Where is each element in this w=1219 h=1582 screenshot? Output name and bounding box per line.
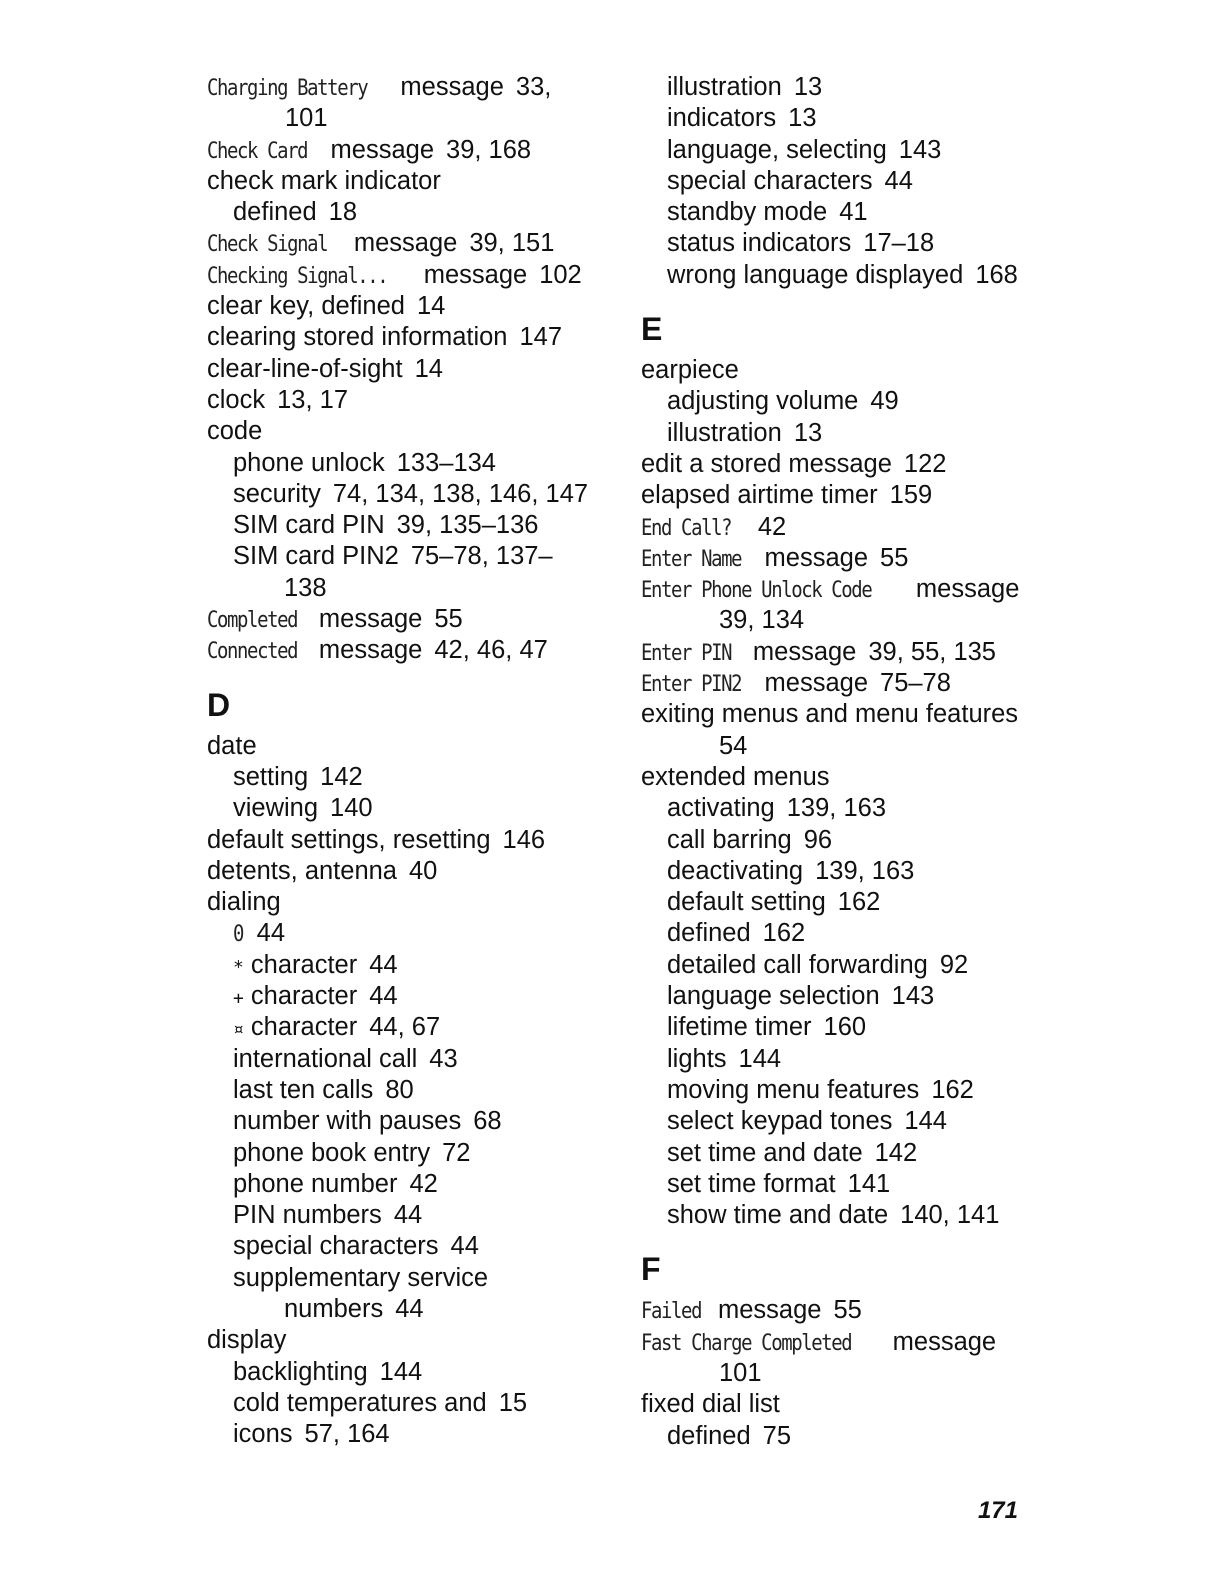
- index-entry: [641, 543, 1061, 574]
- index-subentry: [641, 197, 1061, 228]
- index-subentry: [207, 448, 622, 479]
- entry-text: viewing: [233, 794, 319, 823]
- index-subentry: [641, 918, 1061, 949]
- entry-text: phone book entry: [233, 1138, 431, 1167]
- entry-text: show time and date: [667, 1201, 889, 1230]
- index-entry: [207, 604, 622, 635]
- index-entry: [641, 355, 1061, 386]
- page-reference: 39, 151: [469, 229, 555, 258]
- index-entry: [641, 1389, 1061, 1420]
- index-subentry: [641, 1138, 1061, 1169]
- page-reference: 14: [414, 354, 443, 383]
- entry-text: clear key, defined: [207, 292, 405, 321]
- page-number: 171: [977, 1497, 1018, 1524]
- display-message-term: End Call?: [641, 515, 732, 541]
- entry-text: language, selecting: [667, 135, 887, 164]
- page-reference: 39, 55, 135: [868, 637, 996, 666]
- index-entry: [641, 574, 1061, 605]
- index-subentry: [207, 918, 622, 949]
- index-subentry: [641, 1012, 1061, 1043]
- page-reference: 141: [847, 1169, 891, 1198]
- entry-text: SIM card PIN2: [233, 542, 399, 571]
- entry-text: clear-line-of-sight: [207, 354, 403, 383]
- entry-text: character: [243, 982, 358, 1011]
- index-subentry: [207, 1075, 622, 1106]
- index-entry: [207, 856, 622, 887]
- entry-text: activating: [667, 794, 775, 823]
- entry-text: message: [710, 1296, 822, 1325]
- page-reference: 143: [891, 982, 935, 1011]
- entry-text: lifetime timer: [667, 1013, 812, 1042]
- entry-text: moving menu features: [667, 1075, 920, 1104]
- index-continuation: [207, 103, 622, 134]
- entry-text: message: [908, 575, 1020, 604]
- index-subentry: [207, 1012, 622, 1043]
- entry-text: character: [243, 950, 358, 979]
- entry-text: character: [243, 1013, 358, 1042]
- index-subentry: [207, 510, 622, 541]
- entry-text: special characters: [667, 166, 873, 195]
- page-reference: 40: [409, 856, 438, 885]
- index-subentry: [641, 1200, 1061, 1231]
- page-reference: 55: [880, 543, 909, 572]
- page-reference: 74, 134, 138, 146, 147: [332, 479, 589, 508]
- entry-text: wrong language displayed: [667, 260, 964, 289]
- entry-text: 101: [719, 1358, 762, 1387]
- display-message-term: Enter PIN2: [641, 672, 742, 698]
- page-reference: 44: [395, 1294, 424, 1323]
- page-reference: 49: [870, 387, 899, 416]
- index-entry: [207, 291, 622, 322]
- index-entry: [207, 228, 622, 259]
- entry-text: set time format: [667, 1169, 836, 1198]
- entry-text: phone number: [233, 1169, 398, 1198]
- index-entry: [207, 354, 622, 385]
- entry-text: dialing: [207, 888, 281, 917]
- page-reference: 39, 168: [446, 135, 532, 164]
- index-subentry: [207, 1357, 622, 1388]
- entry-text: display: [207, 1326, 287, 1355]
- index-entry: [641, 512, 1061, 543]
- entry-text: earpiece: [641, 356, 739, 385]
- index-subentry: [641, 887, 1061, 918]
- entry-text: elapsed airtime timer: [641, 481, 878, 510]
- index-continuation: [207, 573, 622, 604]
- page-reference: 168: [975, 260, 1018, 289]
- entry-text: message: [346, 229, 458, 258]
- page-reference: 146: [502, 825, 546, 854]
- entry-text: clearing stored information: [207, 323, 508, 352]
- index-subentry: [207, 479, 622, 510]
- index-entry: [207, 635, 622, 666]
- display-message-term: 0: [233, 922, 244, 948]
- keypad-symbol: *: [233, 956, 244, 978]
- entry-text: message: [745, 637, 857, 666]
- page-reference: 44, 67: [369, 1013, 441, 1042]
- display-message-term: Enter Name: [641, 546, 742, 572]
- page-reference: 122: [903, 449, 947, 478]
- entry-text: 138: [284, 573, 327, 602]
- index-subentry: [641, 135, 1061, 166]
- entry-text: 54: [719, 731, 748, 760]
- index-subentry: [207, 793, 622, 824]
- entry-text: check mark indicator: [207, 166, 441, 195]
- entry-text: defined: [233, 198, 317, 227]
- page-reference: 96: [803, 825, 833, 854]
- index-subentry: [641, 950, 1061, 981]
- page-reference: 42: [757, 512, 787, 541]
- entry-text: status indicators: [667, 229, 852, 258]
- index-subentry: [641, 166, 1061, 197]
- entry-text: message: [323, 135, 435, 164]
- index-subentry: [207, 1200, 622, 1231]
- page-reference: 75: [762, 1421, 792, 1450]
- entry-text: illustration: [667, 73, 782, 101]
- index-subentry: [207, 197, 622, 228]
- index-entry: [641, 637, 1061, 668]
- entry-text: indicators: [667, 104, 777, 133]
- entry-text: PIN numbers: [233, 1201, 382, 1230]
- index-subentry: [207, 950, 622, 981]
- index-entry: [207, 416, 622, 447]
- index-subentry: [207, 1419, 622, 1450]
- index-entry: [641, 762, 1061, 793]
- index-subentry: [207, 541, 622, 572]
- index-subentry: [207, 1044, 622, 1075]
- display-message-term: Charging Battery: [207, 76, 368, 101]
- index-subentry: [641, 418, 1061, 449]
- index-subentry: [641, 793, 1061, 824]
- index-subentry: [207, 1388, 622, 1419]
- entry-text: message: [416, 260, 528, 289]
- page-reference: 75–78: [880, 669, 951, 698]
- page-reference: 140: [330, 794, 373, 823]
- entry-text: SIM card PIN: [233, 511, 385, 540]
- entry-text: message: [311, 605, 423, 634]
- entry-text: clock: [207, 385, 266, 414]
- page-reference: 55: [434, 605, 463, 634]
- page-reference: 143: [898, 135, 942, 164]
- entry-text: detents, antenna: [207, 856, 397, 885]
- entry-text: illustration: [667, 418, 782, 447]
- entry-text: last ten calls: [233, 1075, 374, 1104]
- page-reference: 18: [328, 198, 358, 227]
- index-continuation: [641, 1358, 1061, 1389]
- section-heading: D: [207, 686, 231, 723]
- page-reference: 44: [369, 982, 398, 1011]
- entry-text: exiting menus and menu features: [641, 700, 1019, 729]
- entry-text: default settings, resetting: [207, 825, 491, 854]
- entry-text: adjusting volume: [667, 387, 859, 416]
- entry-text: supplementary service: [233, 1263, 489, 1292]
- index-entry: [207, 887, 622, 918]
- index-subentry: [641, 1169, 1061, 1200]
- index-continuation: [207, 1294, 622, 1325]
- entry-text: edit a stored message: [641, 449, 892, 478]
- entry-text: fixed dial list: [641, 1390, 780, 1419]
- page-reference: 13: [793, 73, 823, 101]
- index-entry: [641, 668, 1061, 699]
- entry-text: select keypad tones: [667, 1107, 893, 1136]
- entry-text: phone unlock: [233, 448, 385, 477]
- index-entry: [207, 72, 622, 103]
- page-reference: 44: [450, 1232, 479, 1261]
- display-message-term: Completed: [207, 608, 298, 634]
- index-subentry: [641, 386, 1061, 417]
- page-reference: 44: [256, 919, 286, 948]
- page-reference: 17–18: [863, 229, 935, 258]
- entry-text: code: [207, 417, 263, 446]
- page-reference: 102: [539, 260, 582, 289]
- page-reference: 162: [931, 1075, 974, 1104]
- entry-text: extended menus: [641, 762, 830, 791]
- index-column-right: [641, 72, 1061, 1452]
- index-subentry: [641, 228, 1061, 259]
- entry-text: number with pauses: [233, 1107, 462, 1136]
- entry-text: detailed call forwarding: [667, 950, 928, 979]
- entry-text: date: [207, 731, 257, 760]
- page-reference: 44: [369, 950, 398, 979]
- page-reference: 144: [379, 1357, 423, 1386]
- keypad-symbol: +: [233, 988, 244, 1010]
- page-reference: 160: [823, 1013, 867, 1042]
- index-subentry: [641, 103, 1061, 134]
- page-reference: 142: [874, 1138, 918, 1167]
- index-subentry: [207, 1169, 622, 1200]
- index-entry: [641, 699, 1061, 730]
- page-reference: 75–78, 137–: [410, 542, 553, 571]
- page-reference: 72: [442, 1138, 471, 1167]
- index-subentry: [641, 825, 1061, 856]
- index-continuation: [641, 605, 1061, 636]
- index-entry: [641, 480, 1061, 511]
- index-continuation: [641, 731, 1061, 762]
- page-reference: 42: [409, 1169, 438, 1198]
- entry-text: international call: [233, 1044, 418, 1073]
- index-subentry: [641, 981, 1061, 1012]
- page-reference: 139, 163: [786, 794, 886, 823]
- entry-text: message: [757, 669, 869, 698]
- entry-text: icons: [233, 1420, 293, 1449]
- index-subentry: [641, 72, 1061, 103]
- display-message-term: Enter Phone Unlock Code: [641, 578, 872, 604]
- entry-text: default setting: [667, 888, 826, 917]
- entry-text: 39, 134: [719, 606, 805, 635]
- index-entry: [207, 1325, 622, 1356]
- index-subentry: [641, 1106, 1061, 1137]
- page-reference: 15: [498, 1388, 528, 1417]
- page-reference: 14: [416, 292, 446, 321]
- display-message-term: Check Signal: [207, 232, 328, 258]
- index-entry: [641, 1295, 1061, 1326]
- index-subentry: [641, 856, 1061, 887]
- entry-text: message: [885, 1327, 997, 1356]
- keypad-symbol: ¤: [233, 1019, 244, 1041]
- page-reference: 144: [904, 1107, 947, 1136]
- index-entry: [641, 1327, 1061, 1358]
- index-subentry: [207, 1138, 622, 1169]
- entry-text: message: [311, 636, 423, 665]
- index-entry: [207, 322, 622, 353]
- page-reference: 133–134: [396, 448, 496, 477]
- entry-text: defined: [667, 1421, 751, 1450]
- display-message-term: Fast Charge Completed: [641, 1330, 852, 1356]
- page-reference: 13, 17: [277, 385, 349, 414]
- page-reference: 147: [519, 323, 563, 352]
- page-reference: 140, 141: [900, 1201, 1000, 1230]
- index-subentry: [641, 1421, 1061, 1452]
- display-message-term: Connected: [207, 639, 298, 665]
- page-reference: 57, 164: [304, 1420, 390, 1449]
- page-reference: 162: [837, 888, 881, 917]
- index-entry: [207, 825, 622, 856]
- index-entry: [207, 260, 622, 291]
- page-reference: 162: [762, 919, 806, 948]
- entry-text: message: [393, 73, 504, 101]
- entry-text: set time and date: [667, 1138, 863, 1167]
- index-subentry: [207, 1231, 622, 1262]
- display-message-term: Check Card: [207, 138, 308, 164]
- index-entry: [207, 731, 622, 762]
- page-reference: 43: [429, 1044, 458, 1073]
- entry-text: message: [757, 543, 869, 572]
- entry-text: lights: [667, 1044, 727, 1073]
- index-entry: [641, 449, 1061, 480]
- entry-text: security: [233, 479, 321, 508]
- index-subentry: [207, 1263, 622, 1294]
- display-message-term: Checking Signal...: [207, 263, 388, 289]
- page-reference: 142: [320, 762, 363, 791]
- index-subentry: [641, 1075, 1061, 1106]
- page-reference: 39, 135–136: [396, 511, 539, 540]
- page-reference: 42, 46, 47: [434, 636, 548, 665]
- page-reference: 13: [793, 418, 823, 447]
- entry-text: numbers: [284, 1294, 384, 1323]
- page-reference: 80: [385, 1075, 414, 1104]
- page-reference: 139, 163: [815, 856, 915, 885]
- page-reference: 33,: [515, 73, 552, 101]
- entry-text: defined: [667, 919, 751, 948]
- entry-text: standby mode: [667, 198, 828, 227]
- entry-text: setting: [233, 762, 309, 791]
- page-reference: 13: [788, 104, 817, 133]
- index-subentry: [207, 762, 622, 793]
- entry-text: language selection: [667, 982, 880, 1011]
- entry-text: call barring: [667, 825, 792, 854]
- page-reference: 144: [738, 1044, 782, 1073]
- entry-text: deactivating: [667, 856, 804, 885]
- index-entry: [207, 135, 622, 166]
- page-reference: 55: [833, 1296, 862, 1325]
- index-subentry: [641, 1044, 1061, 1075]
- index-entry: [207, 385, 622, 416]
- page-reference: 44: [884, 166, 913, 195]
- entry-text: backlighting: [233, 1357, 368, 1386]
- entry-text: 101: [285, 104, 328, 133]
- index-subentry: [207, 1106, 622, 1137]
- page-reference: 44: [393, 1201, 423, 1230]
- index-column-left: [207, 72, 622, 1450]
- entry-text: special characters: [233, 1232, 439, 1261]
- page-reference: 41: [839, 198, 868, 227]
- index-entry: [207, 166, 622, 197]
- display-message-term: Enter PIN: [641, 640, 732, 666]
- page-reference: 68: [473, 1107, 502, 1136]
- section-heading: F: [641, 1251, 661, 1288]
- page-reference: 159: [889, 481, 933, 510]
- index-subentry: [207, 981, 622, 1012]
- page-reference: 92: [939, 950, 969, 979]
- entry-text: cold temperatures and: [233, 1388, 487, 1417]
- section-heading: E: [641, 311, 663, 348]
- display-message-term: Failed: [641, 1299, 702, 1325]
- index-subentry: [641, 260, 1061, 291]
